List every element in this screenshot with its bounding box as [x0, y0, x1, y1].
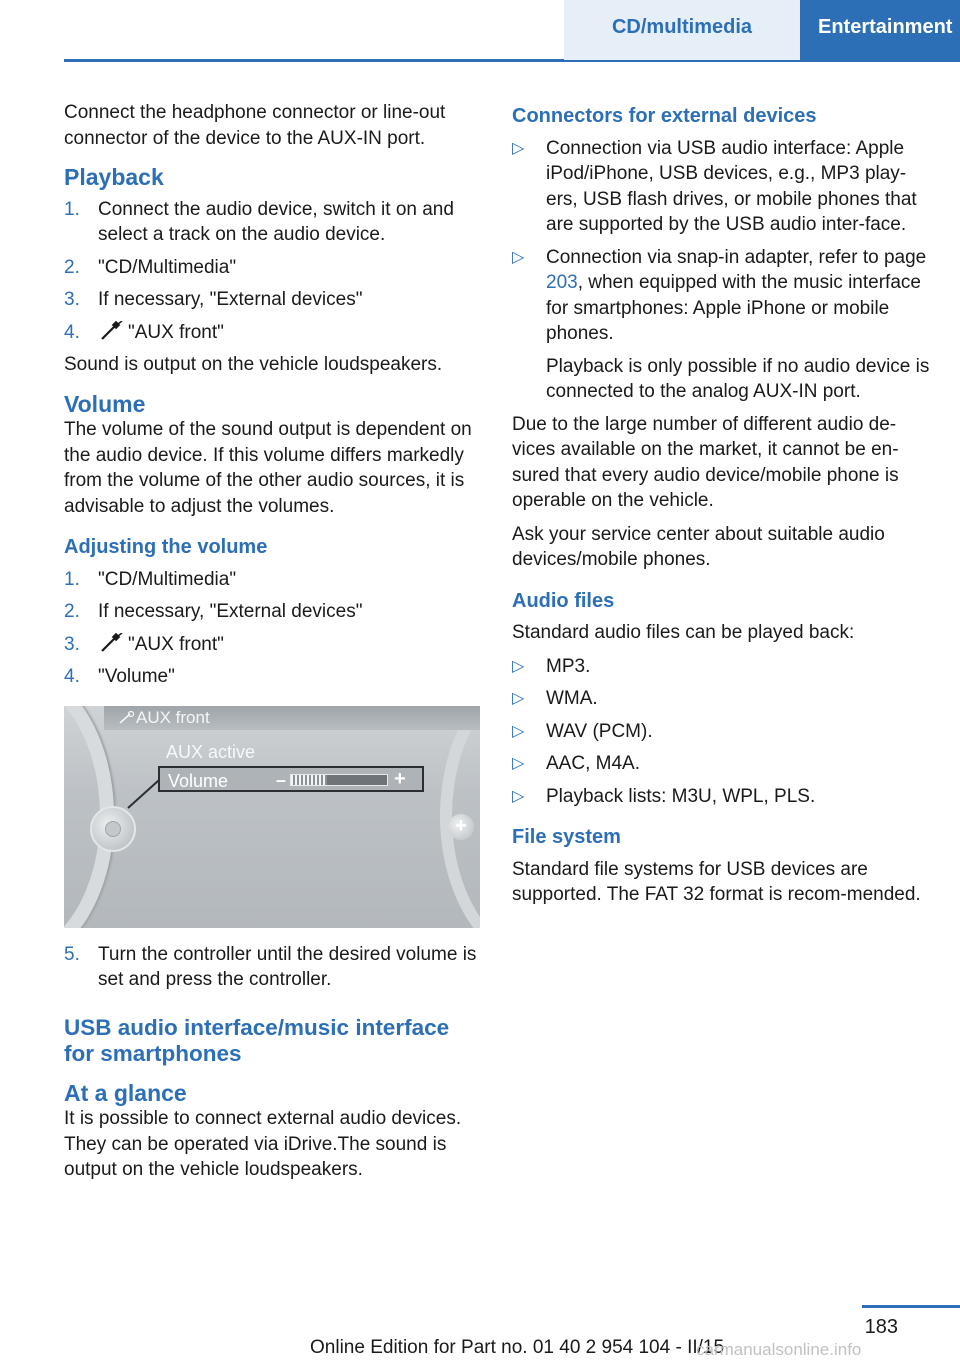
header-chapter-tab	[800, 0, 960, 62]
triangle-right-icon: ▷	[512, 787, 525, 805]
connectors-list	[512, 136, 930, 405]
screen-status: AUX active	[166, 741, 256, 762]
volume-minus: –	[276, 769, 287, 790]
idrive-screen-image	[64, 706, 480, 928]
playback-heading: Playback	[64, 164, 164, 190]
screen-title: AUX front	[136, 707, 210, 727]
list-item	[64, 567, 482, 593]
bullet-subtext: Playback is only possible if no audio device is connected to the analog AUX-IN port.	[546, 355, 930, 402]
aux-plug-icon	[98, 633, 124, 653]
list-item	[64, 197, 482, 248]
list-item	[512, 136, 930, 238]
aux-plug-icon	[118, 711, 136, 725]
step-number: 4.	[64, 666, 80, 687]
bullet-text: Connection via snap-in adapter, refer to page	[546, 246, 927, 268]
header-chapter-label: Entertainment	[818, 16, 953, 38]
list-item	[512, 245, 930, 405]
bullet-text: WMA.	[546, 688, 598, 709]
connectors-heading: Connectors for external devices	[512, 105, 817, 127]
step-number: 2.	[64, 601, 80, 622]
volume-row-label: Volume	[168, 770, 229, 791]
page-number: 183	[864, 1316, 898, 1338]
step-text: Connect the audio device, switch it on and select a track on the audio device.	[98, 198, 454, 245]
step-text: "Volume"	[98, 666, 175, 687]
list-item	[64, 320, 482, 346]
step-text: "CD/Multimedia"	[98, 568, 237, 590]
left-column	[64, 100, 482, 1191]
screen-title-bar	[104, 706, 480, 730]
list-item	[512, 784, 930, 810]
playback-note: Sound is output on the vehicle loudspeakers.	[64, 354, 443, 375]
controller-knob	[90, 806, 136, 852]
bullet-text: WAV (PCM).	[546, 720, 653, 742]
list-item	[64, 599, 482, 625]
adjusting-volume-heading: Adjusting the volume	[64, 536, 268, 558]
list-item	[64, 664, 482, 690]
aux-plug-icon	[98, 321, 124, 341]
list-item	[512, 654, 930, 680]
volume-row	[158, 766, 424, 792]
triangle-right-icon: ▷	[512, 248, 525, 266]
header-section-label: CD/multimedia	[611, 16, 753, 38]
volume-heading: Volume	[64, 390, 146, 417]
triangle-right-icon: ▷	[512, 755, 525, 772]
footer-rule	[862, 1305, 960, 1308]
plus-circle-icon: +	[448, 814, 474, 840]
volume-bar	[290, 774, 388, 786]
bullet-text-continued: , when equipped with the music interface for smartphones: Apple iPhone or mobile phones.	[546, 272, 921, 344]
volume-paragraph: The volume of the sound output is dependent on the audio device. If this volume differs markedly from the volume of the other audio sources, it is advisable to adjust the volumes.	[64, 419, 472, 517]
volume-bar-fill	[291, 775, 327, 785]
audio-files-list	[512, 654, 930, 810]
glance-heading: At a glance	[64, 1079, 187, 1106]
step-number: 1.	[64, 568, 80, 590]
playback-steps	[64, 197, 482, 346]
bullet-text: MP3.	[546, 655, 591, 677]
audio-files-paragraph: Standard audio files can be played back:	[512, 622, 855, 643]
step-number: 2.	[64, 256, 80, 278]
usb-heading: USB audio interface/music interface for smartphones	[64, 1014, 450, 1066]
triangle-right-icon: ▷	[512, 722, 525, 740]
adjusting-steps	[64, 567, 482, 690]
list-item	[64, 632, 482, 658]
bullet-text: AAC, M4A.	[546, 753, 640, 774]
step-number: 3.	[64, 633, 80, 655]
triangle-right-icon: ▷	[512, 139, 525, 157]
service-paragraph: Ask your service center about suitable audio devices/mobile phones.	[512, 523, 885, 570]
audio-files-heading: Audio files	[512, 589, 615, 612]
bullet-text: Playback lists: M3U, WPL, PLS.	[546, 785, 816, 807]
controller-knob-center	[105, 821, 121, 837]
edition-text: Online Edition for Part no. 01 40 2 954 104 - II/15	[310, 1337, 725, 1358]
step-text: If necessary, "External devices"	[98, 289, 363, 310]
watermark: carmanualsonline.info	[696, 1340, 862, 1359]
file-system-heading: File system	[512, 826, 621, 848]
list-item	[64, 942, 482, 993]
list-item	[64, 255, 482, 281]
step-text: If necessary, "External devices"	[98, 601, 363, 622]
step-text: "AUX front"	[128, 633, 224, 655]
list-item	[64, 287, 482, 313]
triangle-right-icon: ▷	[512, 657, 525, 675]
intro-paragraph: Connect the headphone connector or line-out connector of the device to the AUX-IN port.	[64, 102, 446, 149]
glance-paragraph: It is possible to connect external audio devices. They can be operated via iDrive.The sound is output on the vehicle loudspeakers.	[64, 1108, 462, 1180]
bullet-text: Connection via USB audio interface: Apple iPod/iPhone, USB devices, e.g., MP3 play-ers, USB flash drives, or mobile phones that are supported by the USB audio inter-face.	[546, 137, 917, 235]
step-number: 4.	[64, 321, 80, 343]
step-number: 3.	[64, 289, 80, 310]
volume-plus: +	[394, 767, 406, 790]
right-column	[512, 100, 930, 916]
step-text: "CD/Multimedia"	[98, 256, 237, 278]
list-item	[512, 751, 930, 777]
step-text: Turn the controller until the desired volume is set and press the controller.	[98, 943, 477, 990]
file-system-paragraph: Standard file systems for USB devices are supported. The FAT 32 format is recom-mended.	[512, 858, 921, 905]
compat-paragraph: Due to the large number of different audio de-vices available on the market, it cannot be en-sured that every audio device/mobile phone is operable on the vehicle.	[512, 413, 899, 511]
list-item	[512, 719, 930, 745]
triangle-right-icon: ▷	[512, 690, 525, 707]
header-section-tab	[564, 0, 800, 60]
page-header	[64, 0, 960, 62]
page-link[interactable]: 203	[546, 272, 578, 293]
step-number: 1.	[64, 198, 80, 220]
list-item	[512, 686, 930, 712]
step-text: "AUX front"	[128, 321, 224, 343]
adjusting-steps-continued	[64, 942, 482, 993]
step-number: 5.	[64, 943, 80, 965]
